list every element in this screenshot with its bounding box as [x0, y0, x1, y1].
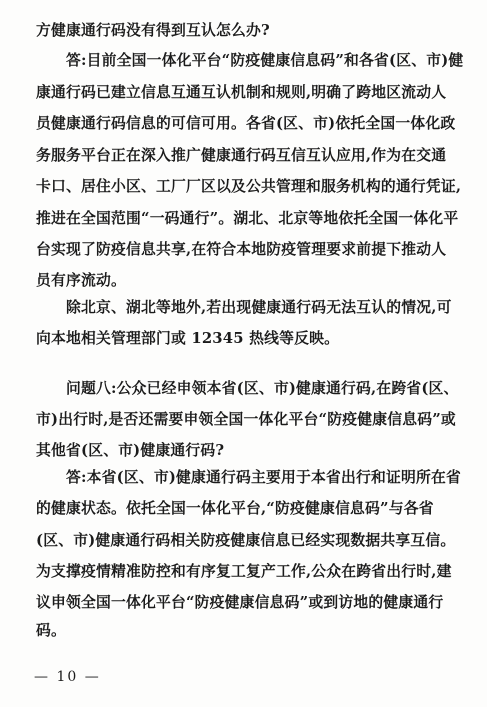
answer-paragraph-line: 卡口、居住小区、工厂厂区以及公共管理和服务机构的通行凭证, — [36, 178, 462, 195]
answer-paragraph-line: 为支撑疫情精准防控和有序复工复产工作,公众在跨省出行时,建 — [36, 563, 452, 580]
answer-paragraph-line: (区、市)健康通行码相关防疫健康信息已经实现数据共享互信。 — [36, 532, 456, 549]
question-heading: 问题八:公众已经申领本省(区、市)健康通行码,在跨省(区、 — [66, 380, 459, 397]
page-number: — 10 — — [34, 669, 101, 685]
answer-paragraph-line: 议申领全国一体化平台“防疫健康信息码”或到访地的健康通行 — [36, 594, 444, 611]
answer-paragraph-line: 答:目前全国一体化平台“防疫健康信息码”和各省(区、市)健 — [66, 52, 464, 69]
paragraph-line: 向本地相关管理部门或 12345 热线等反映。 — [36, 330, 340, 347]
answer-paragraph-line: 的健康状态。依托全国一体化平台,“防疫健康信息码”与各省 — [36, 500, 434, 517]
answer-paragraph-line: 员有序流动。 — [36, 272, 126, 289]
paragraph-line: 除北京、湖北等地外,若出现健康通行码无法互认的情况,可 — [66, 299, 452, 316]
answer-paragraph-line: 员健康通行码信息的可信可用。各省(区、市)依托全国一体化政 — [36, 115, 456, 132]
question-line: 其他省(区、市)健康通行码? — [36, 442, 225, 459]
question-line: 市)出行时,是否还需要申领全国一体化平台“防疫健康信息码”或 — [36, 411, 456, 428]
answer-paragraph-line: 码。 — [36, 622, 66, 639]
answer-paragraph-line: 推进在全国范围“一码通行”。湖北、北京等地依托全国一体化平 — [36, 210, 459, 227]
answer-paragraph-line: 康通行码已建立信息互通互认机制和规则,明确了跨地区流动人 — [36, 84, 447, 101]
answer-paragraph-line: 台实现了防疫信息共享,在符合本地防疫管理要求前提下推动人 — [36, 241, 447, 258]
question-heading: 方健康通行码没有得到互认怎么办? — [36, 22, 270, 39]
answer-paragraph-line: 答:本省(区、市)健康通行码主要用于本省出行和证明所在省 — [66, 469, 461, 486]
answer-paragraph-line: 务服务平台正在深入推广健康通行码互信互认应用,作为在交通 — [36, 147, 447, 164]
